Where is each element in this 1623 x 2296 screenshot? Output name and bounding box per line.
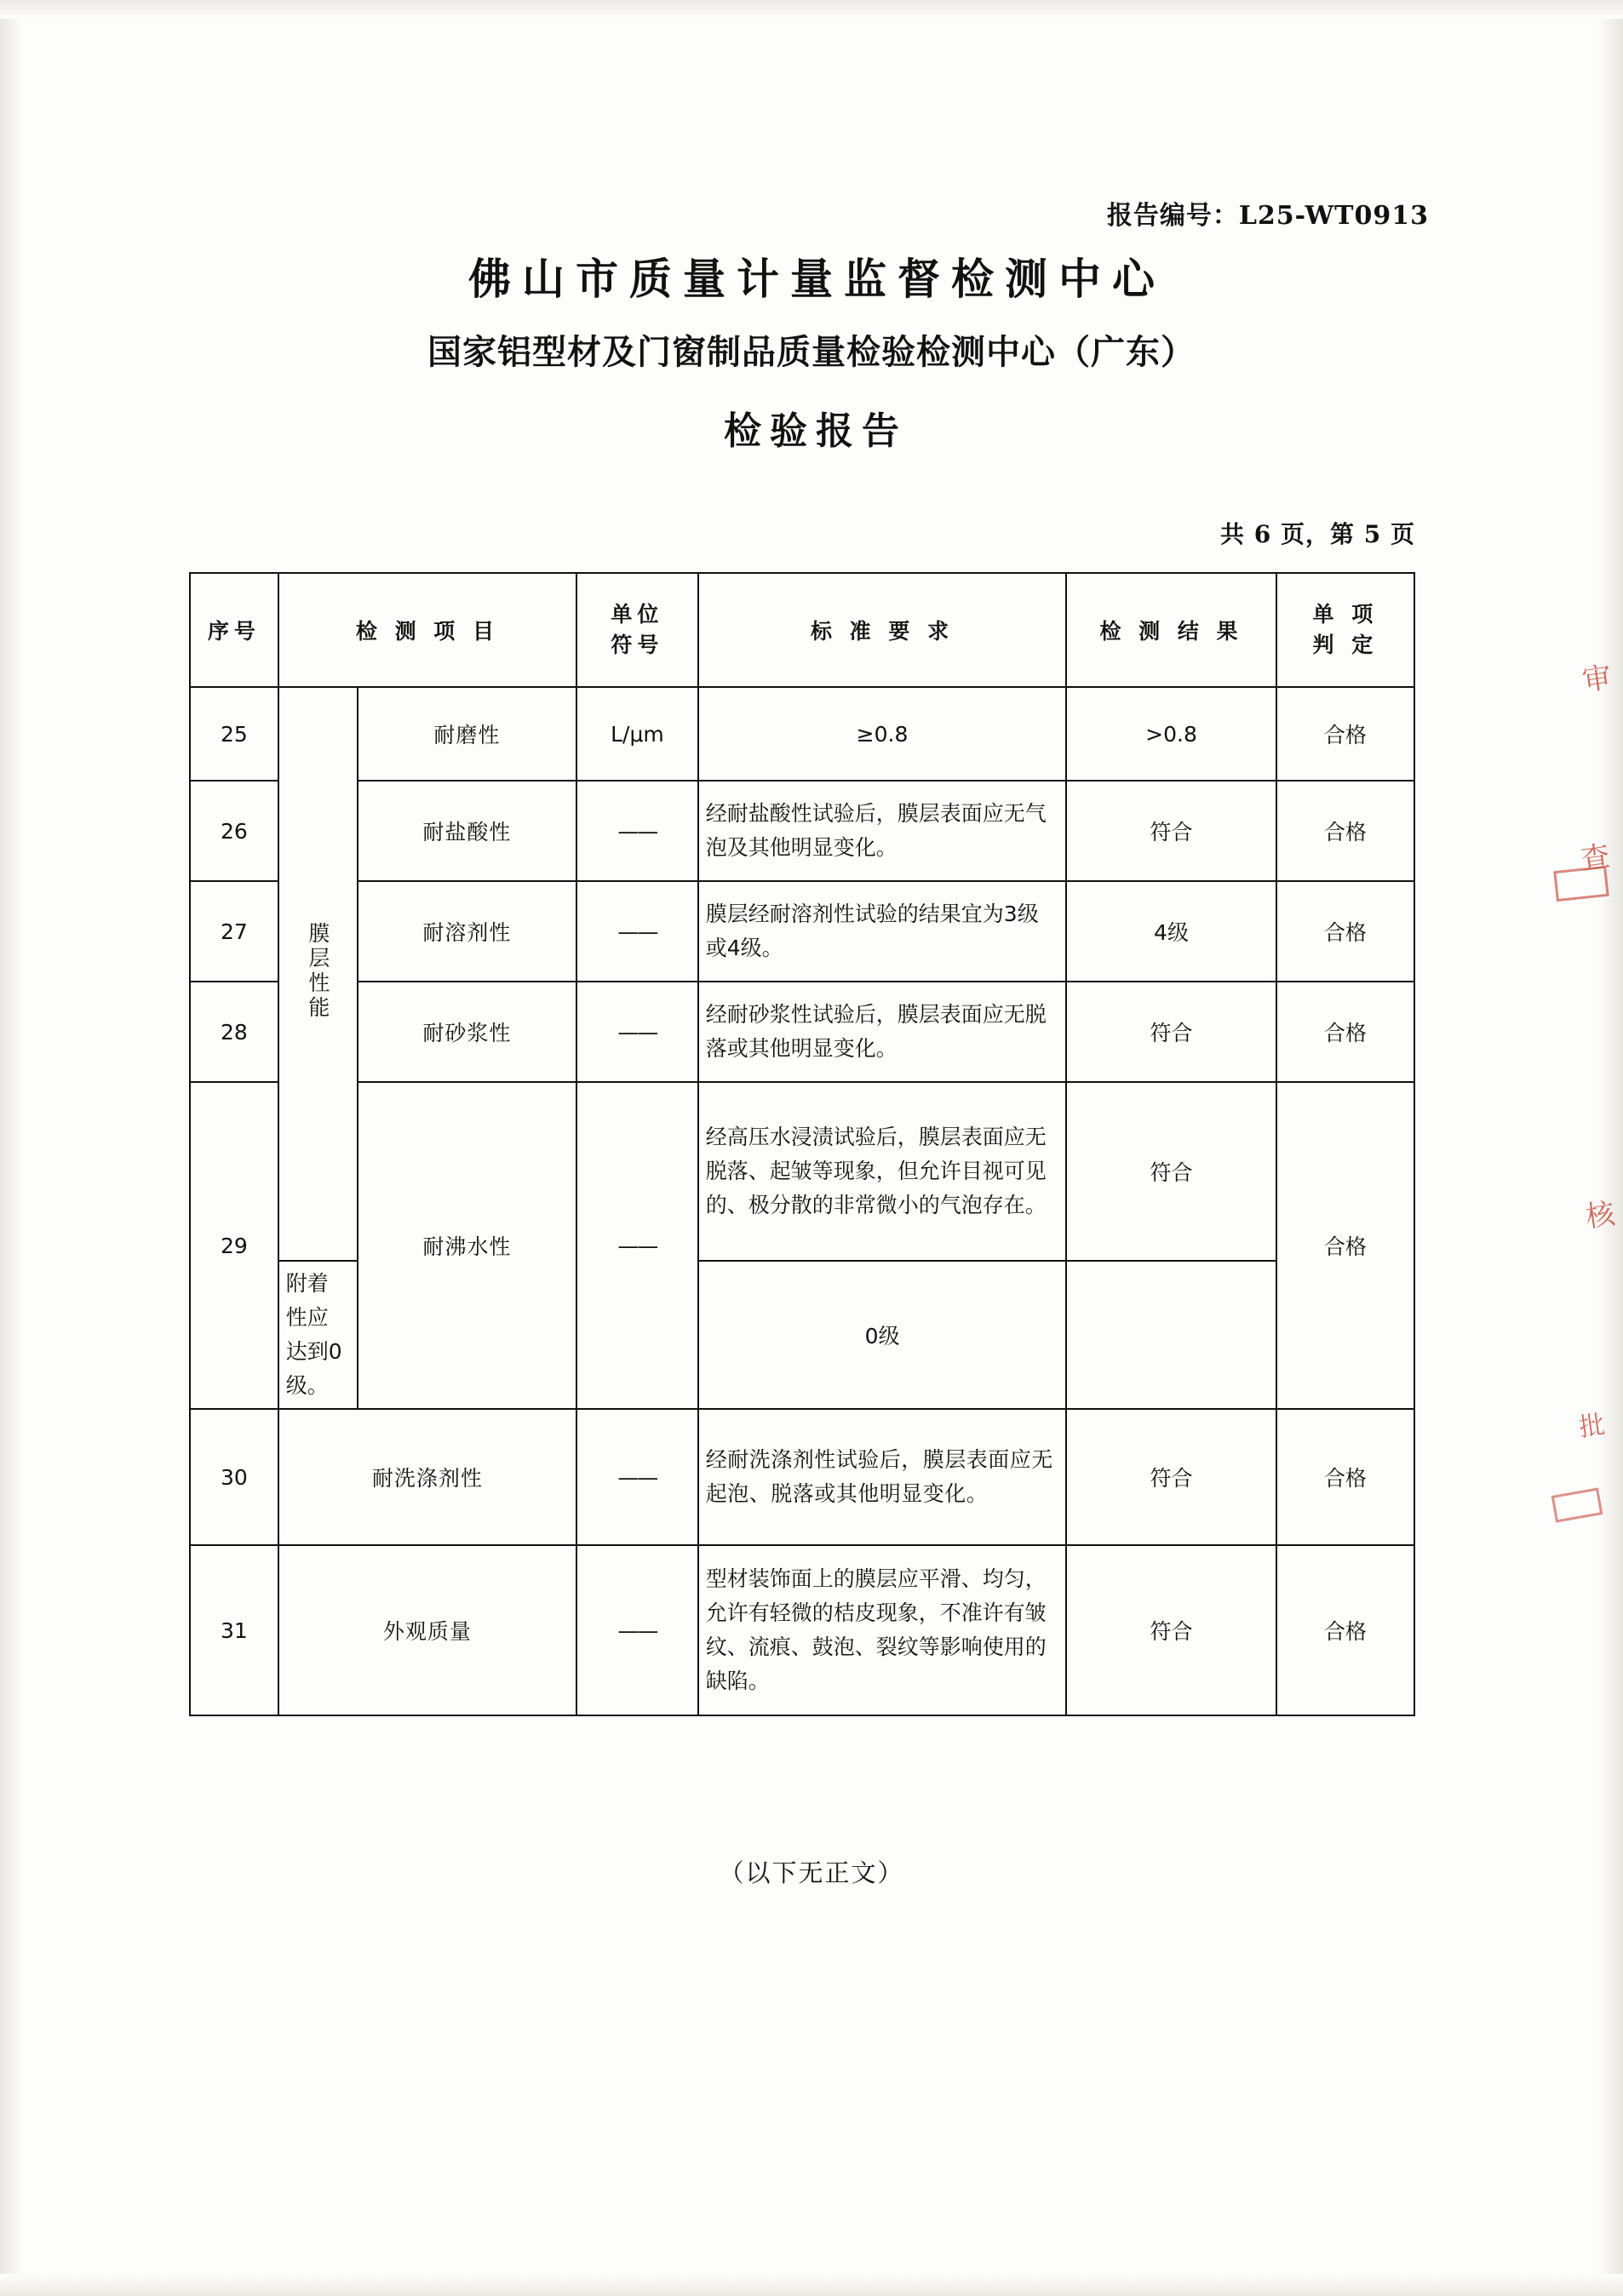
table-row xyxy=(190,1545,1414,1715)
table-row xyxy=(190,781,1414,881)
row-unit: —— xyxy=(576,1409,698,1545)
row-requirement: 膜层经耐溶剂性试验的结果宜为3级或4级。 xyxy=(698,881,1066,982)
organization-title-secondary: 国家铝型材及门窗制品质量检验检测中心（广东） xyxy=(427,332,1196,372)
row-no: 29 xyxy=(190,1082,278,1409)
row-no: 26 xyxy=(190,781,278,881)
row-result-sub: 0级 xyxy=(698,1261,1066,1409)
row-requirement-sub: 附着性应达到0级。 xyxy=(278,1261,358,1409)
table-row xyxy=(190,881,1414,982)
row-result: 符合 xyxy=(1066,982,1276,1082)
row-unit: —— xyxy=(576,1545,698,1715)
scan-edge-bottom xyxy=(0,2274,1623,2296)
row-judge: 合格 xyxy=(1276,1545,1414,1715)
column-header-result: 检 测 结 果 xyxy=(1066,573,1276,687)
red-seal-rect-2 xyxy=(1551,1487,1603,1522)
column-header-judge-line2: 判 定 xyxy=(1312,633,1379,657)
red-seal-rect-1 xyxy=(1553,866,1609,902)
row-no: 30 xyxy=(190,1409,278,1545)
row-item: 耐砂浆性 xyxy=(358,982,576,1082)
row-item: 耐盐酸性 xyxy=(358,781,576,881)
row-unit: L/μm xyxy=(576,687,698,781)
row-judge: 合格 xyxy=(1276,1409,1414,1545)
row-requirement: 经耐洗涤剂性试验后，膜层表面应无起泡、脱落或其他明显变化。 xyxy=(698,1409,1066,1545)
column-header-unit xyxy=(576,573,698,687)
row-requirement: ≥0.8 xyxy=(698,687,1066,781)
column-header-unit-line2: 符号 xyxy=(611,633,664,657)
row-group-label xyxy=(278,687,358,1261)
column-header-requirement: 标 准 要 求 xyxy=(698,573,1066,687)
row-judge: 合格 xyxy=(1276,982,1414,1082)
column-header-item: 检 测 项 目 xyxy=(278,573,576,687)
row-result: 符合 xyxy=(1066,781,1276,881)
row-result: 符合 xyxy=(1066,1409,1276,1545)
inspection-results-table xyxy=(189,572,1415,1716)
row-group-label-text: 膜层性能 xyxy=(305,922,330,1021)
table-row xyxy=(190,1409,1414,1545)
red-stamp-mark-2: 查 xyxy=(1578,839,1613,878)
column-header-judge xyxy=(1276,573,1414,687)
row-item: 耐溶剂性 xyxy=(358,881,576,982)
row-requirement: 型材装饰面上的膜层应平滑、均匀，允许有轻微的桔皮现象，不准许有皱纹、流痕、鼓泡、裂纹等影响使用的缺陷。 xyxy=(698,1545,1066,1715)
row-result: 符合 xyxy=(1066,1545,1276,1715)
footer-note: （以下无正文） xyxy=(719,1858,904,1887)
row-result: >0.8 xyxy=(1066,687,1276,781)
row-judge: 合格 xyxy=(1276,881,1414,982)
row-no: 31 xyxy=(190,1545,278,1715)
row-requirement: 经高压水浸渍试验后，膜层表面应无脱落、起皱等现象，但允许目视可见的、极分散的非常微小的气泡存在。 xyxy=(698,1082,1066,1261)
row-unit: —— xyxy=(576,881,698,982)
table-row xyxy=(190,982,1414,1082)
row-no: 25 xyxy=(190,687,278,781)
row-unit: —— xyxy=(576,781,698,881)
row-item: 耐洗涤剂性 xyxy=(278,1409,576,1545)
column-header-unit-line1: 单位 xyxy=(611,601,664,627)
row-unit: —— xyxy=(576,1082,698,1409)
row-item: 耐磨性 xyxy=(358,687,576,781)
page-count: 共 6 页，第 5 页 xyxy=(1220,520,1415,548)
row-item: 外观质量 xyxy=(278,1545,576,1715)
row-judge: 合格 xyxy=(1276,687,1414,781)
red-stamp-mark-1: 审 xyxy=(1580,660,1614,699)
organization-title-primary: 佛山市质量计量监督检测中心 xyxy=(468,254,1166,304)
red-stamp-mark-3: 核 xyxy=(1583,1196,1618,1235)
row-judge: 合格 xyxy=(1276,1082,1414,1409)
row-requirement: 经耐盐酸性试验后，膜层表面应无气泡及其他明显变化。 xyxy=(698,781,1066,881)
row-requirement: 经耐砂浆性试验后，膜层表面应无脱落或其他明显变化。 xyxy=(698,982,1066,1082)
table-header-row xyxy=(190,573,1414,687)
row-result: 符合 xyxy=(1066,1082,1276,1261)
row-no: 28 xyxy=(190,982,278,1082)
column-header-judge-line1: 单 项 xyxy=(1312,601,1379,627)
red-stamp-mark-4: 批 xyxy=(1577,1410,1607,1443)
row-no: 27 xyxy=(190,881,278,982)
column-header-no: 序号 xyxy=(190,573,278,687)
page-title: 检验报告 xyxy=(724,409,908,453)
row-judge: 合格 xyxy=(1276,781,1414,881)
table-row xyxy=(190,1082,1414,1261)
row-unit: —— xyxy=(576,982,698,1082)
report-number: 报告编号：L25-WT0913 xyxy=(1106,201,1429,231)
row-result: 4级 xyxy=(1066,881,1276,982)
scan-edge-top xyxy=(0,0,1623,19)
row-item: 耐沸水性 xyxy=(358,1082,576,1409)
table-row xyxy=(190,687,1414,781)
